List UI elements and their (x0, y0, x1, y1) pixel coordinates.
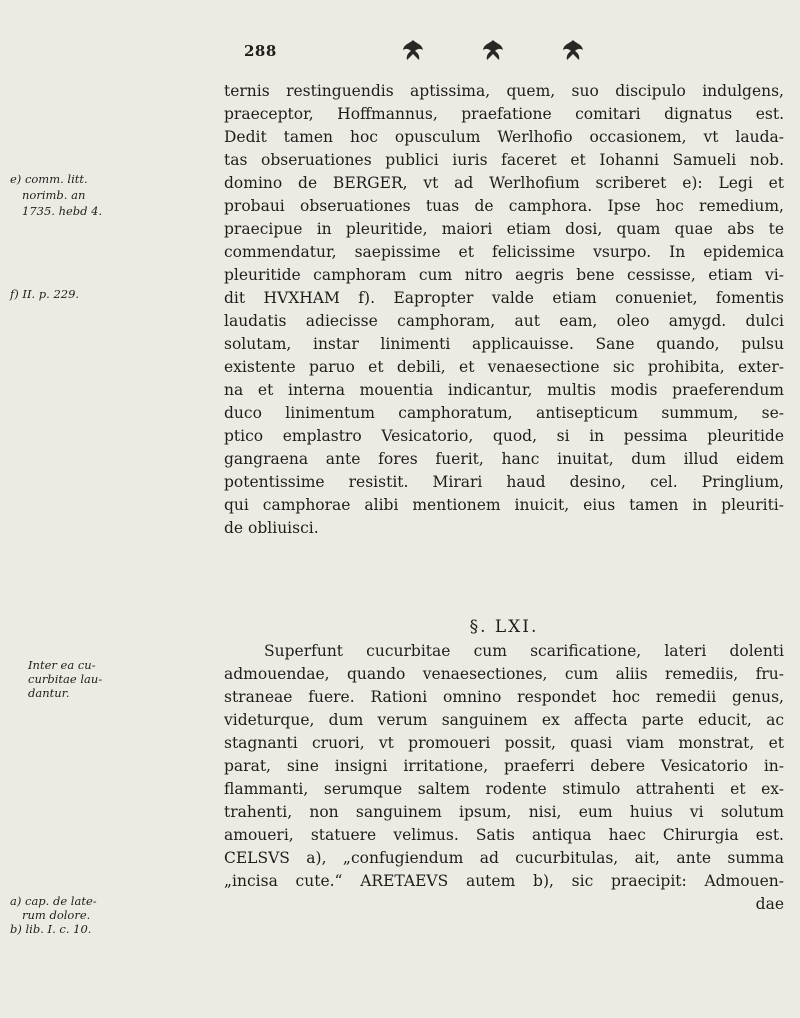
text-line: dit HVXHAM f). Eapropter valde etiam conueniet, fomentis (224, 289, 784, 307)
text-line: duco linimentum camphoratum, antisepticum summum, se- (224, 404, 784, 422)
margin-note: rum dolore. (22, 908, 91, 922)
margin-note: a) cap. de late- (10, 894, 97, 908)
fleuron-icon (400, 38, 426, 62)
text-line: ptico emplastro Vesicatorio, quod, si in pessima pleuritide (224, 427, 784, 445)
fleuron-icon (480, 38, 506, 62)
text-line: trahenti, non sanguinem ipsum, nisi, eum huius vi solutum (224, 803, 784, 821)
text-line: pleuritide camphoram cum nitro aegris bene cessisse, etiam vi- (224, 266, 784, 284)
text-line: videturque, dum verum sanguinem ex affecta parte educit, ac (224, 711, 784, 729)
text-line: commendatur, saepissime et felicissime vsurpo. In epidemica (224, 243, 784, 261)
paragraph-main (224, 80, 784, 540)
paragraph-section (224, 640, 784, 916)
margin-note: b) lib. I. c. 10. (10, 922, 92, 936)
text-line: domino de BERGER, vt ad Werlhofium scriberet e): Legi et (224, 174, 784, 192)
text-line: Dedit tamen hoc opusculum Werlhofio occasionem, vt lauda- (224, 128, 784, 146)
text-line: Superfunt cucurbitae cum scarificatione, lateri dolenti (264, 642, 784, 660)
text-line: na et interna mouentia indicantur, multis modis praeferendum (224, 381, 784, 399)
margin-note: norimb. an (22, 188, 86, 202)
text-line: ternis restinguendis aptissima, quem, suo discipulo indulgens, (224, 82, 784, 100)
text-line: existente paruo et debili, et venaesectione sic prohibita, exter- (224, 358, 784, 376)
margin-note: curbitae lau- (28, 672, 103, 686)
page-number: 288 (244, 42, 277, 60)
catchword: dae (755, 895, 784, 913)
margin-note: e) comm. litt. (10, 172, 88, 186)
text-line: flammanti, serumque saltem rodente stimulo attrahenti et ex- (224, 780, 784, 798)
text-line: parat, sine insigni irritatione, praeferri debere Vesicatorio in- (224, 757, 784, 775)
text-line: qui camphorae alibi mentionem inuicit, eius tamen in pleuriti- (224, 496, 784, 514)
page-header (0, 36, 800, 64)
text-line: „incisa cute.“ ARETAEVS autem b), sic praecipit: Admouen- (224, 872, 784, 890)
text-line: tas obseruationes publici iuris faceret et Iohanni Samueli nob. (224, 151, 784, 169)
fleuron-icon (560, 38, 586, 62)
margin-note: f) II. p. 229. (10, 287, 80, 301)
text-line: praeceptor, Hoffmannus, praefatione comitari dignatus est. (224, 105, 784, 123)
text-line: straneae fuere. Rationi omnino respondet hoc remedii genus, (224, 688, 784, 706)
text-line: potentissime resistit. Mirari haud desino, cel. Pringlium, (224, 473, 784, 491)
margin-note: Inter ea cu- (28, 658, 96, 672)
margin-note: 1735. hebd 4. (22, 204, 103, 218)
text-line: laudatis adiecisse camphoram, aut eam, oleo amygd. dulci (224, 312, 784, 330)
text-line: stagnanti cruori, vt promoueri possit, quasi viam monstrat, et (224, 734, 784, 752)
margin-note: dantur. (28, 686, 70, 700)
text-line: probaui obseruationes tuas de camphora. Ipse hoc remedium, (224, 197, 784, 215)
section-heading: §. LXI. (469, 617, 539, 637)
text-line: praecipue in pleuritide, maiori etiam dosi, quam quae abs te (224, 220, 784, 238)
text-line: gangraena ante fores fuerit, hanc inuitat, dum illud eidem (224, 450, 784, 468)
text-line: CELSVS a), „confugiendum ad cucurbitulas, ait, ante summa (224, 849, 784, 867)
text-line: admouendae, quando venaesectiones, cum aliis remediis, fru- (224, 665, 784, 683)
text-line: de obliuisci. (224, 519, 319, 537)
text-line: solutam, instar linimenti applicauisse. Sane quando, pulsu (224, 335, 784, 353)
text-line: amoueri, statuere velimus. Satis antiqua haec Chirurgia est. (224, 826, 784, 844)
